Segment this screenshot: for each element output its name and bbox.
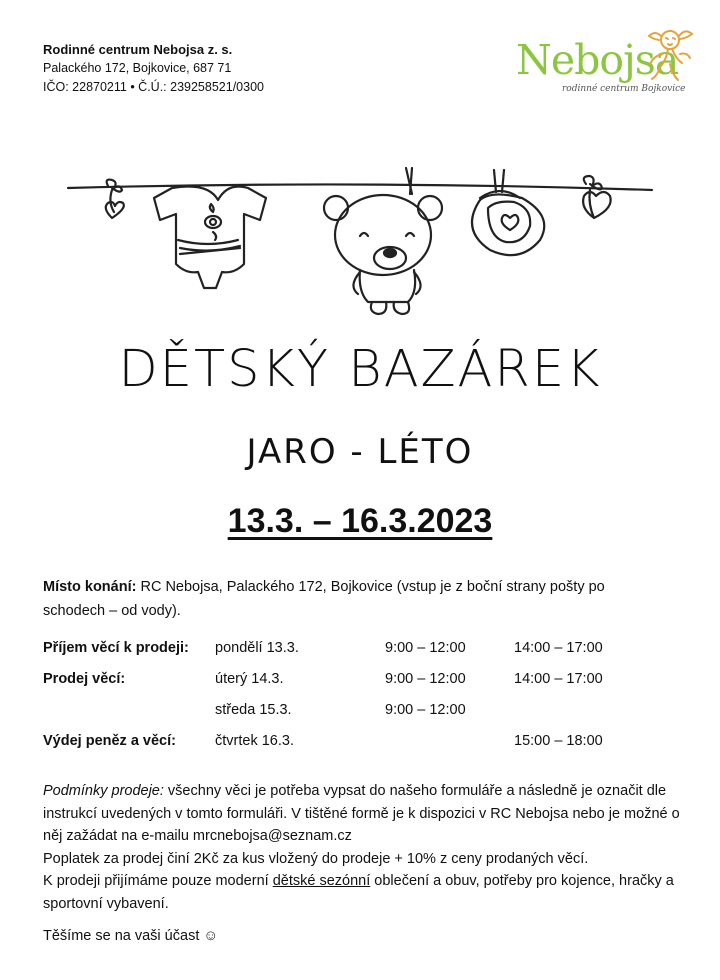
schedule-day: středa 15.3. <box>215 702 292 718</box>
logo-subtitle: rodinné centrum Bojkovice <box>562 84 686 94</box>
schedule-afternoon: 15:00 – 18:00 <box>514 733 603 749</box>
conditions-label: Podmínky prodeje: <box>43 783 164 799</box>
schedule-day: pondělí 13.3. <box>215 640 299 656</box>
conditions-accepted-after: oblečení a obuv, potřeby pro kojence, hračky a sportovní vybavení. <box>43 873 674 912</box>
schedule-label: Prodej věcí: <box>43 671 126 687</box>
nebojsa-logo <box>512 24 697 104</box>
event-dates <box>0 502 720 541</box>
teddy-bear-icon <box>324 195 442 314</box>
schedule-day: úterý 14.3. <box>215 671 284 687</box>
schedule-label: Výdej peněz a věcí: <box>43 733 176 749</box>
bodysuit-icon <box>154 187 266 289</box>
schedule-afternoon: 14:00 – 17:00 <box>514 640 603 656</box>
conditions-accepted-before: K prodeji přijímáme pouze moderní <box>43 873 273 889</box>
venue-paragraph <box>43 575 663 623</box>
angel-mascot-icon <box>640 24 696 86</box>
clothesline-illustration <box>60 160 660 330</box>
organization-name: Rodinné centrum Nebojsa z. s. <box>43 42 233 57</box>
schedule-label: Příjem věcí k prodeji: <box>43 640 189 656</box>
clothesline <box>68 184 652 190</box>
schedule-morning: 9:00 – 12:00 <box>385 640 466 656</box>
conditions-fee: Poplatek za prodej činí 2Kč za kus vložený do prodeje + 10% z ceny prodaných věcí. <box>43 850 589 867</box>
schedule-afternoon: 14:00 – 17:00 <box>514 671 603 687</box>
bib-icon <box>472 170 544 255</box>
heart-icon <box>106 190 124 218</box>
schedule-day: čtvrtek 16.3. <box>215 733 294 749</box>
organization-address: Palackého 172, Bojkovice, 687 71 <box>43 61 232 75</box>
heart-icon <box>583 190 611 218</box>
event-dates-text: 13.3. – 16.3.2023 <box>227 502 493 540</box>
venue-text: RC Nebojsa, Palackého 172, Bojkovice (vstup je z boční strany pošty po schodech – od vody). <box>43 579 605 619</box>
organization-header <box>43 40 264 97</box>
venue-label: Místo konání: <box>43 579 137 595</box>
event-season: JARO - LÉTO <box>246 432 474 472</box>
schedule-morning: 9:00 – 12:00 <box>385 702 466 718</box>
event-title: DĚTSKÝ BAZÁREK <box>118 340 602 399</box>
logo-brand: Nebojsa <box>516 36 679 84</box>
conditions-paragraph <box>43 780 683 915</box>
schedule-morning: 9:00 – 12:00 <box>385 671 466 687</box>
closing-line: Těšíme se na vaši účast ☺ <box>43 928 219 944</box>
organization-ids: IČO: 22870211 • Č.Ú.: 239258521/0300 <box>43 80 264 94</box>
conditions-text: všechny věci je potřeba vypsat do našeho formuláře a následně je označit dle instrukcí uvedených v tomto formuláři. V tištěné formě je k dispozici v RC Nebojsa nebo je možné o něj zažádat na e-mailu mrcnebojsa@seznam.cz <box>43 783 680 844</box>
conditions-accepted-underlined: dětské sezónní <box>272 873 371 889</box>
